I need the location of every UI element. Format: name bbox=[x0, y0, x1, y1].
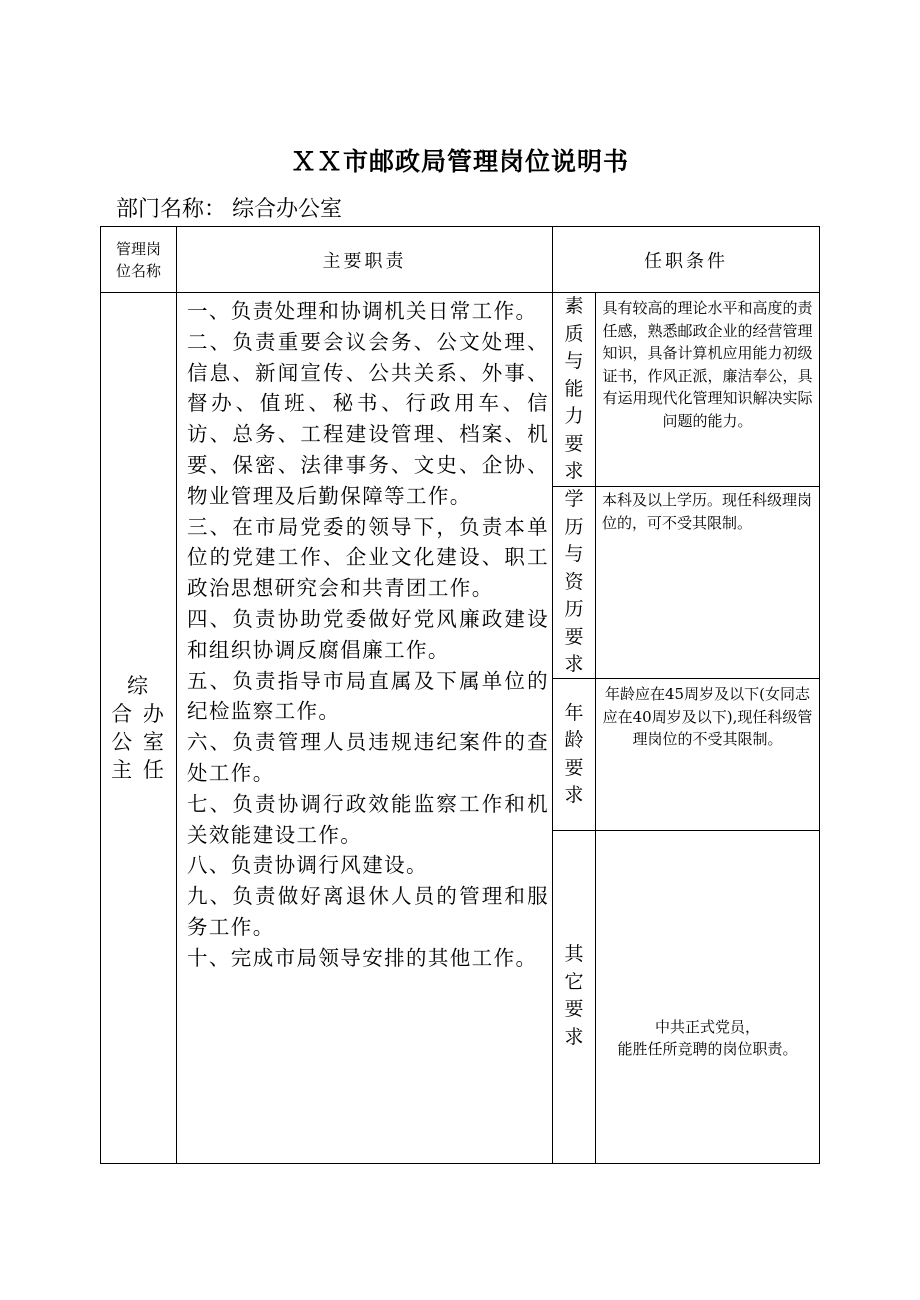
requirement-text-other bbox=[596, 831, 819, 1163]
position-name-line: 综 bbox=[127, 674, 150, 698]
duty-item: 三、在市局党委的领导下，负责本单位的党建工作、企业文化建设、职工政治思想研究会和共青团工作。 bbox=[187, 514, 549, 601]
position-name-line: 主 任 bbox=[111, 758, 166, 782]
requirement-label-text: 其它要求 bbox=[564, 943, 584, 1048]
duty-item: 五、负责指导市局直属及下属单位的纪检监察工作。 bbox=[187, 668, 549, 724]
requirement-text-quality: 具有较高的理论水平和高度的责任感，熟悉邮政企业的经营管理知识，具备计算机应用能力初级证书，作风正派，廉洁奉公，具有运用现代化管理知识解决实际问题的能力。 bbox=[602, 299, 813, 430]
header-position-name bbox=[101, 227, 176, 292]
document-title: ＸＸ市邮政局管理岗位说明书 bbox=[290, 147, 629, 176]
table-divider bbox=[176, 227, 177, 1163]
requirement-text-education: 本科及以上学历。现任科级理岗位的，可不受其限制。 bbox=[602, 491, 813, 532]
header-requirements: 任职条件 bbox=[644, 250, 728, 272]
requirement-label-age bbox=[553, 679, 595, 830]
duty-item: 二、负责重要会议会务、公文处理、信息、新闻宣传、公共关系、外事、督办、值班、秘书、行政用车、信访、总务、工程建设管理、档案、机要、保密、法律事务、文史、企协、物业管理及后勤保障等工作。 bbox=[187, 329, 549, 508]
department-label: 部门名称： bbox=[116, 197, 227, 222]
position-name-line: 合 办 bbox=[111, 702, 166, 726]
duty-item: 四、负责协助党委做好党风廉政建设和组织协调反腐倡廉工作。 bbox=[187, 606, 549, 662]
department-value: 综合办公室 bbox=[232, 197, 343, 222]
requirement-text-age: 年龄应在45周岁及以下(女同志应在40周岁及以下),现任科级管理岗位的不受其限制。 bbox=[602, 685, 813, 748]
position-name bbox=[101, 293, 176, 1163]
duty-item: 一、负责处理和协调机关日常工作。 bbox=[187, 299, 538, 323]
requirement-label-text: 年龄要求 bbox=[564, 701, 584, 806]
requirement-label-text: 素质与能力要求 bbox=[564, 295, 584, 483]
duty-item: 七、负责协调行政效能监察工作和机关效能建设工作。 bbox=[187, 791, 549, 847]
requirement-text-line: 能胜任所竞聘的岗位职责。 bbox=[617, 1040, 798, 1058]
duties-list bbox=[187, 296, 549, 974]
duty-item: 八、负责协调行风建设。 bbox=[187, 853, 428, 878]
header-position-line2: 位名称 bbox=[115, 261, 161, 280]
requirement-label-education bbox=[553, 487, 595, 678]
duty-item: 六、负责管理人员违规违纪案件的查处工作。 bbox=[187, 730, 549, 785]
department-line bbox=[110, 192, 342, 223]
requirement-label-text: 学历与资历要求 bbox=[564, 488, 584, 676]
position-name-line: 公 室 bbox=[111, 730, 166, 754]
header-position-line1: 管理岗 bbox=[115, 239, 161, 258]
requirement-text-line: 中共正式党员， bbox=[654, 1017, 760, 1036]
duty-item: 十、完成市局领导安排的其他工作。 bbox=[187, 945, 538, 970]
requirement-label-other bbox=[553, 831, 595, 1163]
duty-item: 九、负责做好离退休人员的管理和服务工作。 bbox=[187, 884, 549, 939]
requirement-label-quality bbox=[553, 293, 595, 486]
header-duties: 主要职责 bbox=[322, 250, 407, 272]
